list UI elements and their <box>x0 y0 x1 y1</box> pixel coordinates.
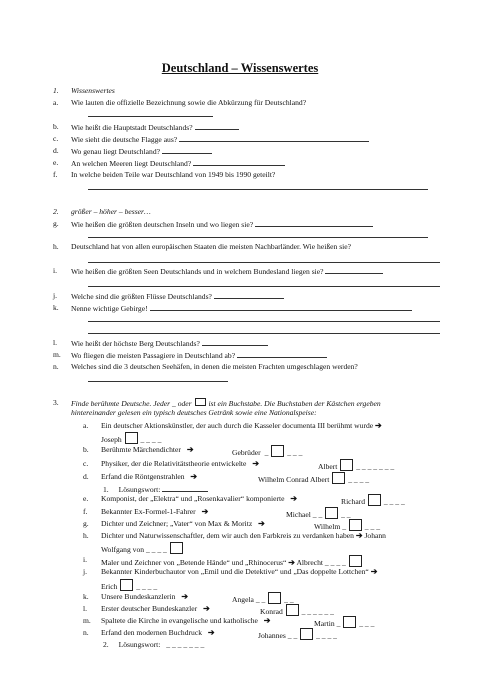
question-2n: n. Welches sind die 3 deutschen Seehäfen, in denen die meisten Frachten umgeschlagen werden? <box>53 362 358 371</box>
person-item-g: g. Dichter und Zeichner; „Vater“ von Max & Moritz ➔ <box>83 519 265 528</box>
person-item-h: h. Dichter und Naturwissenschaftler, dem wir auch den Farbkreis zu verdanken haben ➔ Johann <box>83 531 386 540</box>
letter-box[interactable] <box>286 604 299 616</box>
answer-row-m: Martin _ _ _ _ <box>314 616 374 628</box>
solution-word-2: 2. Lösungswort: _ _ _ _ _ _ _ <box>103 640 205 649</box>
answer-row-e: Richard _ _ _ _ <box>341 494 405 506</box>
question-2i: i. Wie heißen die größten Seen Deutschlands und in welchem Bundesland liegen sie? <box>71 266 383 276</box>
letter-box[interactable] <box>368 494 381 506</box>
page-title: Deutschland – Wissenswertes <box>161 61 319 75</box>
question-2k: k. Nenne wichtige Gebirge! <box>71 303 412 313</box>
arrow-right-icon: ➔ <box>203 604 210 613</box>
answer-blank[interactable] <box>195 122 239 130</box>
person-item-e: e. Komponist, der „Elektra“ und „Rosenkavalier“ komponierte ➔ <box>83 494 298 503</box>
letter-box[interactable] <box>332 472 345 484</box>
question-2m: m. Wo fliegen die meisten Passagiere in Deutschland ab? <box>71 350 327 360</box>
person-item-n: n. Erfand den modernen Buchdruck ➔ <box>83 628 215 637</box>
question-1f: f. In welche beiden Teile war Deutschland von 1949 bis 1990 geteilt? <box>53 170 276 179</box>
answer-line[interactable] <box>88 237 428 238</box>
section-3-intro-2: hintereinander gelesen ein typisch deutsches Getränk sowie eine Nationalspeise: <box>71 408 317 417</box>
answer-blank[interactable] <box>193 158 285 166</box>
person-item-b: b. Berühmte Märchendichter ➔ <box>83 445 194 454</box>
arrow-right-icon: ➔ <box>370 567 378 576</box>
arrow-right-icon: ➔ <box>290 494 298 503</box>
answer-row-j: Erich _ _ _ _ <box>101 579 157 591</box>
solution-word-1: 1. Lösungswort: <box>103 484 208 494</box>
letter-box[interactable] <box>340 459 353 471</box>
answer-line[interactable] <box>88 189 428 190</box>
arrow-right-icon: ➔ <box>186 445 194 454</box>
answer-blank[interactable] <box>162 146 212 154</box>
answer-blank[interactable] <box>150 303 412 311</box>
answer-row-l: Konrad _ _ _ _ _ _ <box>260 604 334 616</box>
person-item-i: i. Maler und Zeichner von „Betende Hände“ und „Rhinocerus“ ➔ Albrecht _ _ _ _ <box>101 555 363 567</box>
arrow-right-icon: ➔ <box>190 472 198 481</box>
answer-row-k: Angela _ _ _ _ <box>232 592 294 604</box>
answer-blank[interactable] <box>255 219 373 227</box>
arrow-right-icon: ➔ <box>181 592 189 601</box>
answer-row-g: Wilhelm _ _ _ _ <box>314 519 380 531</box>
answer-line[interactable] <box>88 286 440 287</box>
person-item-c: c. Physiker, der die Relativitätstheorie entwickelte ➔ <box>83 459 260 468</box>
answer-row-n: Johannes _ _ _ _ _ _ <box>258 628 337 640</box>
question-1a: a. Wie lauten die offizielle Bezeichnung sowie die Abkürzung für Deutschland? <box>53 98 307 107</box>
arrow-right-icon: ➔ <box>375 421 382 430</box>
answer-line[interactable] <box>88 116 213 117</box>
answer-blank[interactable] <box>202 338 268 346</box>
person-item-f: f. Bekannter Ex-Formel-1-Fahrer ➔ <box>83 507 209 516</box>
letter-box[interactable] <box>349 519 362 531</box>
section-2-heading: 2. größer – höher – besser… <box>53 207 151 216</box>
answer-blank[interactable] <box>325 266 383 274</box>
answer-row-h: Wolfgang von _ _ _ _ <box>101 542 184 554</box>
letter-box[interactable] <box>349 555 362 567</box>
question-2j: j. Welche sind die größten Flüsse Deutschlands? <box>71 291 284 301</box>
question-1d: d. Wo genau liegt Deutschland? <box>71 146 212 156</box>
answer-line[interactable] <box>88 262 440 263</box>
person-item-d: d. Erfand die Röntgenstrahlen ➔ <box>83 472 198 481</box>
question-2h: h. Deutschland hat von allen europäischen Staaten die meisten Nachbarländer. Wie heißen sie? <box>53 242 351 251</box>
arrow-right-icon: ➔ <box>355 531 363 540</box>
letter-box[interactable] <box>325 507 338 519</box>
solution-blank[interactable] <box>162 484 208 492</box>
answer-line[interactable] <box>88 333 440 334</box>
answer-row-a: Joseph _ _ _ _ <box>101 432 161 444</box>
answer-line[interactable] <box>88 321 440 322</box>
answer-row-f: Michael _ _ _ _ <box>286 507 351 519</box>
letter-box-example <box>195 398 206 406</box>
arrow-right-icon: ➔ <box>252 459 260 468</box>
person-item-j: j. Bekannter Kinderbuchautor von „Emil und die Detektive“ und „Das doppelte Lottchen“ ➔ <box>83 567 378 576</box>
answer-blank[interactable] <box>214 291 284 299</box>
answer-blank[interactable] <box>237 350 327 358</box>
answer-blank[interactable] <box>179 134 369 142</box>
question-1b: b. Wie heißt die Hauptstadt Deutschlands? <box>71 122 239 132</box>
person-item-m: m. Spaltete die Kirche in evangelische und katholische ➔ <box>83 616 271 625</box>
answer-row-c: Albert _ _ _ _ _ _ _ <box>318 459 394 471</box>
letter-box[interactable] <box>125 432 138 444</box>
arrow-right-icon: ➔ <box>207 628 215 637</box>
answer-row-d: Wilhelm Conrad Albert _ _ _ _ <box>258 472 369 484</box>
person-item-k: k. Unsere Bundeskanzlerin ➔ <box>83 592 189 601</box>
answer-line[interactable] <box>88 381 228 382</box>
section-3-intro: 3. Finde berühmte Deutsche. Jeder _ oder ist ein Buchstabe. Die Buchstaben der Kästchen ergeben <box>53 398 381 408</box>
letter-box[interactable] <box>343 616 356 628</box>
letter-box[interactable] <box>120 579 133 591</box>
arrow-right-icon: ➔ <box>288 558 295 567</box>
person-item-a: a. Ein deutscher Aktionskünstler, der auch durch die Kasseler documenta III berühmt wurde ➔ <box>83 421 382 430</box>
answer-row-b: Gebrüder _ _ _ _ <box>232 445 302 457</box>
question-2l: l. Wie heißt der höchste Berg Deutschlands? <box>71 338 268 348</box>
person-item-l: l. Erster deutscher Bundeskanzler ➔ <box>83 604 210 613</box>
letter-box[interactable] <box>170 542 183 554</box>
letter-box[interactable] <box>300 628 313 640</box>
letter-box[interactable] <box>271 445 284 457</box>
question-2g: g. Wie heißen die größten deutschen Inseln und wo liegen sie? <box>71 219 373 229</box>
question-1e: e. An welchen Meeren liegt Deutschland? <box>71 158 285 168</box>
section-1-heading: 1. Wissenswertes <box>53 86 115 95</box>
arrow-right-icon: ➔ <box>201 507 209 516</box>
question-1c: c. Wie sieht die deutsche Flagge aus? <box>71 134 369 144</box>
arrow-right-icon: ➔ <box>258 519 265 528</box>
arrow-right-icon: ➔ <box>263 616 271 625</box>
letter-box[interactable] <box>268 592 281 604</box>
